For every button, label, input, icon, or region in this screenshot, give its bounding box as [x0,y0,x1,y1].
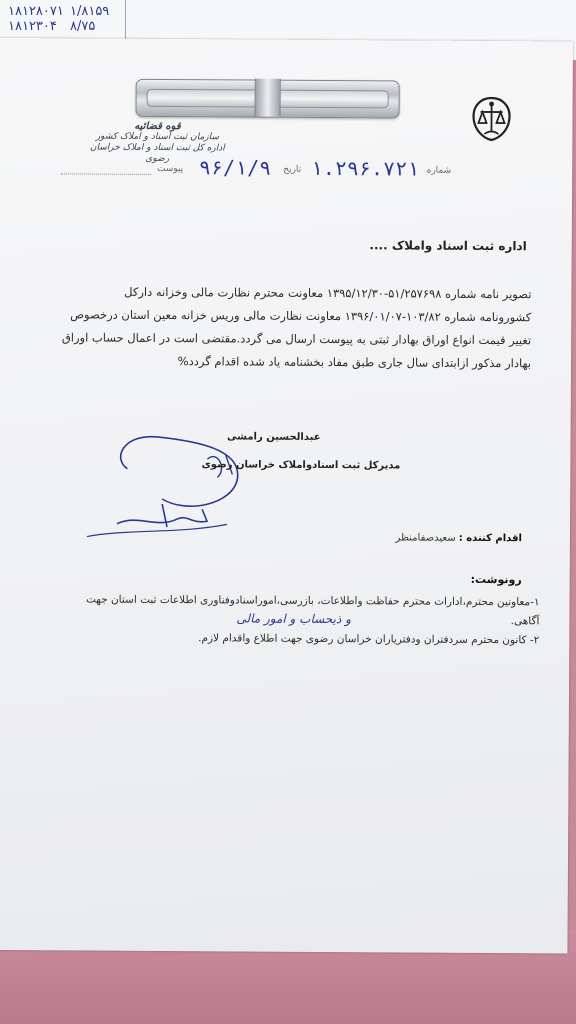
copies-line-3: ۲- کانون محترم سردفتران ودفتریاران خراسان رضوی جهت اطلاع واقدام لازم. [198,632,540,647]
signer-title: مدیرکل ثبت اسنادواملاک خراسان رضوی [201,459,401,472]
org-line-3: اداره کل ثبت اسناد و املاک خراسان رضوی [89,142,225,165]
body-line-1: تصویر نامه شماره ۵۱/۲۵۷۶۹۸-۱۳۹۵/۱۲/۳۰ معاونت محترم نظارت مالی وخزانه دارکل [124,284,532,302]
judiciary-emblem-icon [470,96,512,142]
org-line-2: سازمان ثبت اسناد و املاک کشور [95,131,219,143]
addressee-heading: اداره ثبت اسناد واملاک .... [369,238,527,254]
paper-clip [136,79,400,119]
attachment-dotted-line [61,173,151,175]
date-value: ۹۶/۱/۹ [198,155,272,180]
body-line-3: تغییر قیمت انواع اوراق بهادار ثبتی به پیوست ارسال می گردد.مقتضی است در اعمال حساب اوراق [61,330,532,348]
corner-note-1: ۱۸۱۲۸۰۷۱ [8,4,64,19]
handler-line [395,532,522,544]
signature-icon [67,428,368,560]
org-line-1: قوه قضائیه [134,120,181,133]
corner-note-2: ۱۸۱۲۳۰۴ [8,19,57,34]
handler-name: سعیدصفامنظر [395,532,456,544]
copies-title: رونوشت: [470,572,522,587]
body-line-2: کشورونامه شماره ۱۰۳/۸۲-۱۳۹۶/۰۱/۰۷ معاونت نظارت مالی وریس خزانه معین استان درخصوص [70,307,532,325]
corner-note-3: ۱/۸۱۵۹ [70,4,110,19]
corner-note-4: ۸/۷۵ [70,19,96,34]
copies-line-2: آگاهی. [510,615,540,628]
copies-line-1: ۱-معاونین محترم،ادارات محترم حفاظت واطلاعات، بازرسی،اموراسنادوفناوری اطلاعات ثبت استان جهت [85,593,540,609]
letter-page [0,38,573,953]
number-label: شماره [426,165,452,176]
date-label: تاریخ [283,164,302,175]
body-line-4: بهادار مذکور ازابتدای سال جاری طبق مفاد بخشنامه یاد شده اقدام گردد% [177,354,532,371]
corner-handwritten-numbers [8,4,64,34]
number-value: ۱.۲۹۶.۷۲۱ [310,155,420,181]
handwritten-addition: و ذیحساب و امور مالی [236,611,351,627]
attachment-label: پیوست [156,163,184,175]
reference-line [61,155,452,182]
handler-label: اقدام کننده : [458,532,522,545]
letter-body [31,280,532,375]
corner-handwritten-numbers-right [70,4,109,34]
signer-name: عبدالحسین رامشی [227,431,321,443]
